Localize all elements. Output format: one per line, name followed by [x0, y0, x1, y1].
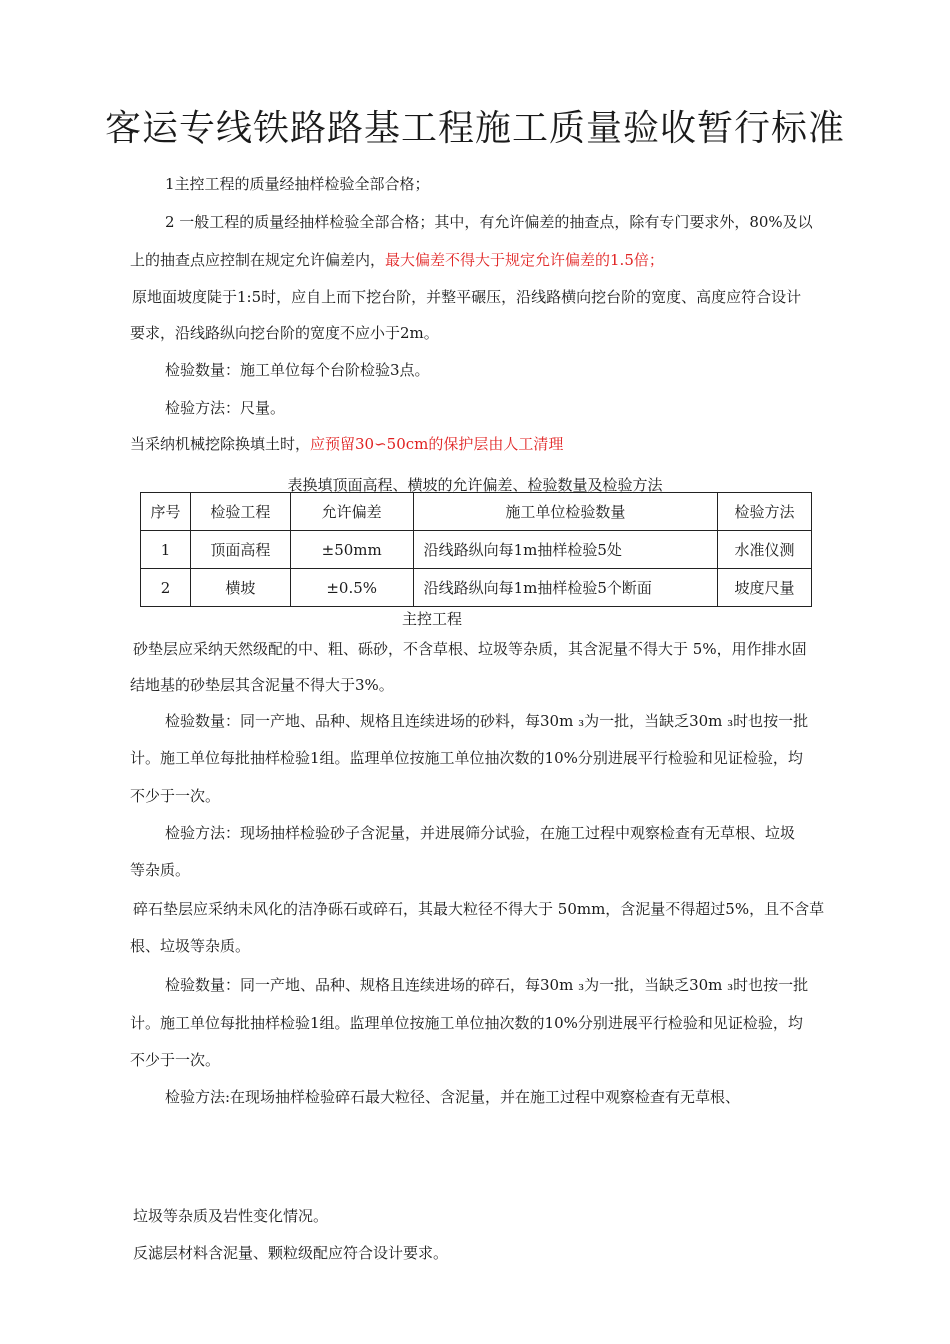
table-cell: 2 [141, 569, 191, 607]
paragraph-sand-quantity-line3: 不少于一次。 [130, 787, 221, 805]
table-header-cell: 序号 [141, 493, 191, 531]
table-caption: 表换填顶面高程、横坡的允许偏差、检验数量及检验方法 [287, 476, 663, 494]
paragraph-gravel-line1: 碎石垫层应采纳未风化的洁净砾石或碎石，其最大粒径不得大于 50mm，含泥量不得超过5%，且不含草 [133, 900, 825, 918]
paragraph-gravel-method-continued: 垃圾等杂质及岩性变化情况。 [133, 1207, 329, 1225]
table-cell: 沿线路纵向每1m抽样检验5个断面 [413, 569, 717, 607]
normal-text: 上的抽查点应控制在规定允许偏差内， [130, 251, 386, 269]
paragraph-sand-method-line1: 检验方法：现场抽样检验砂子含泥量，并进展筛分试验，在施工过程中观察检查有无草根、垃圾 [165, 824, 796, 842]
paragraph-filter-layer: 反滤层材料含泥量、颗粒级配应符合设计要求。 [133, 1244, 449, 1262]
paragraph-gravel-method: 检验方法:在现场抽样检验碎石最大粒径、含泥量，并在施工过程中观察检查有无草根、 [165, 1088, 741, 1106]
table-row [141, 531, 812, 569]
table-row [141, 569, 812, 607]
table-header-cell: 施工单位检验数量 [413, 493, 717, 531]
table-cell: 沿线路纵向每1m抽样检验5处 [413, 531, 717, 569]
paragraph-excavation [130, 433, 563, 454]
table-cell: ±0.5% [290, 569, 413, 607]
paragraph-sand-line1: 砂垫层应采纳天然级配的中、粗、砾砂，不含草根、垃圾等杂质，其含泥量不得大于 5%，用作排水固 [133, 640, 807, 658]
paragraph-general-line2 [130, 249, 664, 270]
highlighted-text: 应预留30∽50cm的保护层由人工清理 [310, 435, 564, 453]
paragraph-gravel-quantity-line2: 计。施工单位每批抽样检验1组。监理单位按施工单位抽次数的10%分别进展平行检验和见证检验，均 [130, 1014, 803, 1032]
paragraph-slope-line2: 要求，沿线路纵向挖台阶的宽度不应小于2m。 [130, 324, 439, 342]
table-header-cell: 允许偏差 [290, 493, 413, 531]
table-cell: 水准仪测 [718, 531, 812, 569]
paragraph-inspection-method: 检验方法：尺量。 [165, 399, 286, 417]
table-header-cell: 检验方法 [718, 493, 812, 531]
paragraph-gravel-quantity-line1: 检验数量：同一产地、品种、规格且连续进场的碎石，每30m ₃为一批，当缺乏30m ₃时也按一批 [165, 976, 809, 994]
paragraph-gravel-line2: 根、垃圾等杂质。 [130, 937, 251, 955]
paragraph-slope-line1: 原地面坡度陡于1:5时，应自上而下挖台阶，并整平碾压，沿线路横向挖台阶的宽度、高度应符合设计 [132, 288, 802, 306]
paragraph-main-control: 1主控工程的质量经抽样检验全部合格； [165, 175, 430, 193]
table-header-cell: 检验工程 [190, 493, 290, 531]
paragraph-inspection-quantity: 检验数量：施工单位每个台阶检验3点。 [165, 361, 430, 379]
paragraph-sand-quantity-line1: 检验数量：同一产地、品种、规格且连续进场的砂料，每30m ₃为一批，当缺乏30m ₃时也按一批 [165, 712, 809, 730]
document-title: 客运专线铁路路基工程施工质量验收暂行标准 [104, 108, 845, 149]
paragraph-sand-line2: 结地基的砂垫层其含泥量不得大于3%。 [130, 676, 394, 694]
paragraph-sand-method-line2: 等杂质。 [130, 861, 191, 879]
table-cell: 坡度尺量 [718, 569, 812, 607]
tolerance-table [140, 492, 812, 607]
table-cell: 横坡 [190, 569, 290, 607]
paragraph-sand-quantity-line2: 计。施工单位每批抽样检验1组。监理单位按施工单位抽次数的10%分别进展平行检验和见证检验，均 [130, 749, 803, 767]
paragraph-general-line1: 2 一般工程的质量经抽样检验全部合格；其中，有允许偏差的抽查点，除有专门要求外，80%及以 [165, 213, 813, 231]
table-header-row [141, 493, 812, 531]
table-cell: 顶面高程 [190, 531, 290, 569]
table-cell: 1 [141, 531, 191, 569]
table-cell: ±50mm [290, 531, 413, 569]
section-heading: 主控工程 [402, 610, 463, 628]
paragraph-gravel-quantity-line3: 不少于一次。 [130, 1051, 221, 1069]
highlighted-text: 最大偏差不得大于规定允许偏差的1.5倍； [385, 251, 664, 269]
normal-text: 当采纳机械挖除换填土时， [130, 435, 311, 453]
